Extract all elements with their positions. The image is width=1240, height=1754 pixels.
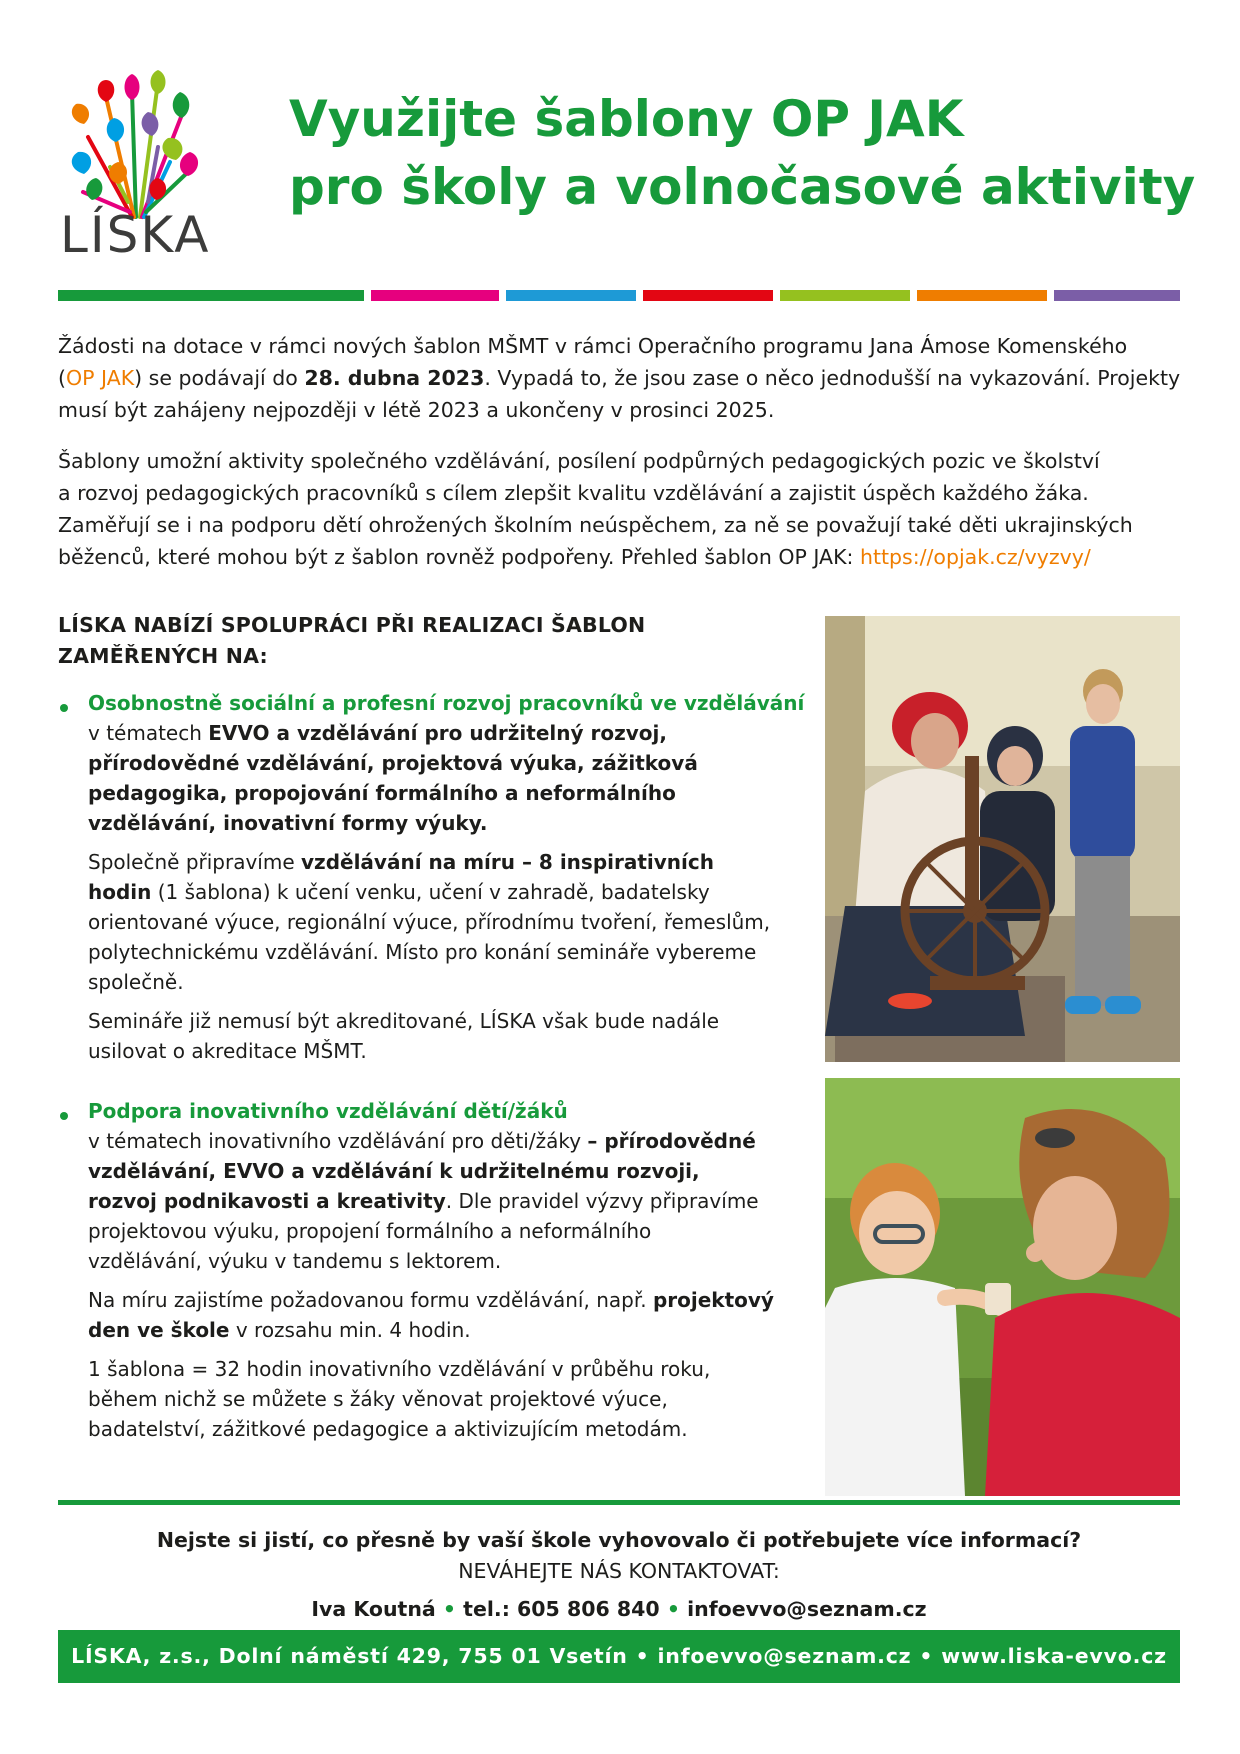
footer-web-link[interactable]: www.liska-evvo.cz bbox=[941, 1644, 1167, 1668]
contact-email[interactable]: infoevvo@seznam.cz bbox=[687, 1597, 927, 1621]
intro-paragraph-2 bbox=[58, 445, 1180, 573]
color-bar-magenta bbox=[371, 290, 499, 301]
photo-spinning-wheel bbox=[825, 616, 1180, 1062]
intro-p1-line-3: musí být zahájeny nejpozději v létě 2023 a ukončeny v prosinci 2025. bbox=[58, 398, 775, 422]
opjak-vyzvy-link[interactable]: https://opjak.cz/vyzvy/ bbox=[859, 545, 1091, 569]
bullet-2-title: Podpora inovativního vzdělávání dětí/žáků bbox=[88, 1099, 568, 1123]
contact-call: NEVÁHEJTE NÁS KONTAKTOVAT: bbox=[458, 1559, 780, 1583]
page-title bbox=[289, 85, 1209, 221]
contact-details: Iva Koutná • tel.: 605 806 840 • infoevvo@seznam.cz bbox=[311, 1597, 927, 1621]
color-bar-purple bbox=[1054, 290, 1180, 301]
color-bar-red bbox=[643, 290, 773, 301]
title-line-1: Využijte šablony OP JAK bbox=[289, 90, 964, 148]
intro-paragraph-1 bbox=[58, 330, 1180, 426]
bullet-1-title: Osobnostně sociální a profesní rozvoj pracovníků ve vzdělávání bbox=[88, 691, 805, 715]
contact-phone[interactable]: tel.: 605 806 840 bbox=[463, 1597, 660, 1621]
deadline-date: 28. dubna 2023 bbox=[304, 366, 485, 390]
intro-p2-line-2: a rozvoj pedagogických pracovníků s cílem zlepšit kvalitu vzdělávání a zajistit úspěch každého žáka. bbox=[58, 481, 1089, 505]
address-band: LÍSKA, z.s., Dolní náměstí 429, 755 01 Vsetín • infoevvo@seznam.cz • www.liska-evvo.cz bbox=[58, 1630, 1180, 1683]
color-bar-orange bbox=[917, 290, 1047, 301]
photo-child-outdoors bbox=[825, 1078, 1180, 1496]
intro-p2-line-1: Šablony umožní aktivity společného vzdělávání, posílení podpůrných pedagogických pozic ve školství bbox=[58, 449, 1100, 473]
footer-org: LÍSKA, z.s., Dolní náměstí 429, 755 01 Vsetín bbox=[71, 1644, 628, 1668]
intro-p2-line-4: běženců, které mohou být z šablon rovněž podpořeny. Přehled šablon OP JAK: https://opjak.cz/vyzvy/ bbox=[58, 545, 1091, 569]
contact-block bbox=[58, 1525, 1180, 1625]
bullet-2-dot-icon bbox=[60, 1112, 68, 1120]
contact-question: Nejste si jistí, co přesně by vaší škole vyhovovalo či potřebujete více informací? bbox=[156, 1528, 1082, 1552]
bullet-1-dot-icon bbox=[60, 704, 68, 712]
intro-p2-line-3: Zaměřují se i na podporu dětí ohrožených školním neúspěchem, za ně se považují také děti ukrajinských bbox=[58, 513, 1133, 537]
color-bar-lime bbox=[780, 290, 910, 301]
op-jak-link[interactable]: OP JAK bbox=[66, 366, 135, 390]
offer-heading: LÍSKA NABÍZÍ SPOLUPRÁCI PŘI REALIZACI ŠABLON ZAMĚŘENÝCH NA: bbox=[58, 613, 646, 668]
footer-divider bbox=[58, 1500, 1180, 1505]
footer-email[interactable]: infoevvo@seznam.cz bbox=[657, 1644, 912, 1668]
color-bar-green bbox=[58, 290, 364, 301]
intro-p1-line-1: Žádosti na dotace v rámci nových šablon MŠMT v rámci Operačního programu Jana Ámose Komenského bbox=[58, 334, 1128, 358]
logo-wordmark: LÍSKA bbox=[60, 206, 211, 264]
title-line-2: pro školy a volnočasové aktivity bbox=[289, 158, 1196, 216]
color-bar-blue bbox=[506, 290, 636, 301]
contact-name: Iva Koutná bbox=[311, 1597, 436, 1621]
intro-p1-line-2: (OP JAK) se podávají do 28. dubna 2023. Vypadá to, že jsou zase o něco jednodušší na vykazování. Projekty bbox=[58, 366, 1181, 390]
bullet-1: Osobnostně sociální a profesní rozvoj pracovníků ve vzdělávání v tématech EVVO a vzdělávání pro udržitelný rozvoj, přírodovědné vzdělávání, projektová výuka, zážitková pedagogika, propojování formálního a neformálního vzdělávání, inovativní formy výuky. Společně připravíme vzdělávání na míru – 8 inspirativních hodin (1 šablona) k učení venku, učení v zahradě, badatelsky orientované výuce, regionální výuce, přírodnímu tvoření, řemeslům, polytechnickému vzdělávání. Místo pro konání semináře vybereme společně. Semináře již nemusí být akreditované, LÍSKA však bude nadále usilovat o akreditace MŠMT. bbox=[88, 688, 808, 1075]
bullet-2: Podpora inovativního vzdělávání dětí/žáků v tématech inovativního vzdělávání pro děti/žáky – přírodovědné vzdělávání, EVVO a vzdělávání k udržitelnému rozvoji, rozvoj podnikavosti a kreativity. Dle pravidel výzvy připravíme projektovou výuku, propojení formálního a neformálního vzdělávání, výuku v tandemu s lektorem. Na míru zajistíme požadovanou formu vzdělávání, např. projektový den ve škole v rozsahu min. 4 hodin. 1 šablona = 32 hodin inovativního vzdělávání v průběhu roku, během nichž se můžete s žáky věnovat projektové výuce, badatelství, zážitkové pedagogice a aktivizujícím metodám. bbox=[88, 1096, 808, 1453]
